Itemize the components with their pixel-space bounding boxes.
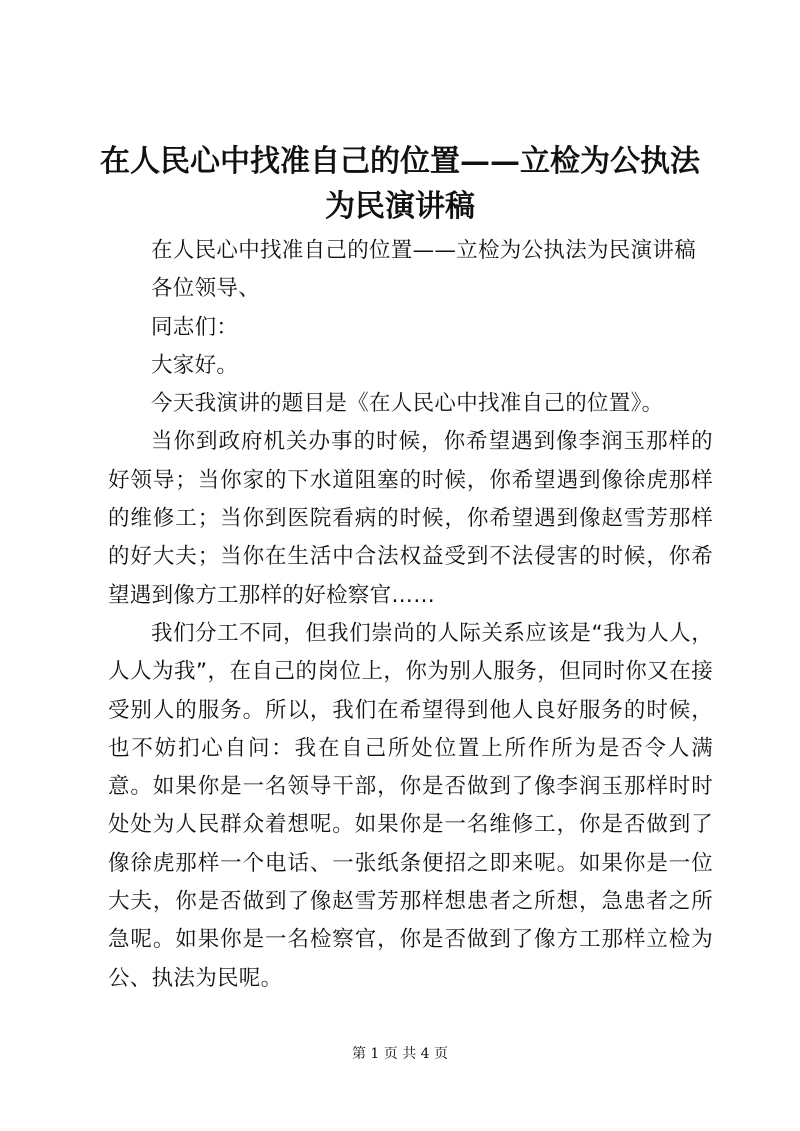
document-title-line-2: 为民演讲稿	[325, 189, 475, 224]
document-body	[108, 232, 713, 998]
page-footer: 第 1 页 共 4 页	[351, 1046, 449, 1062]
paragraph-body-1: 当你到政府机关办事的时候，你希望遇到像李润玉那样的好领导；当你家的下水道阻塞的时候，你希望遇到像徐虎那样的维修工；当你到医院看病的时候，你希望遇到像赵雪芳那样的好大夫；当你在生活中合法权益受到不法侵害的时候，你希望遇到像方工那样的好检察官……	[108, 429, 713, 608]
paragraph-topic: 今天我演讲的题目是《在人民心中找准自己的位置》。	[151, 391, 664, 417]
paragraph-salutation-1: 各位领导、	[151, 276, 261, 302]
paragraph-greeting: 大家好。	[151, 352, 239, 378]
paragraph-subtitle: 在人民心中找准自己的位置——立检为公执法为民演讲稿	[151, 238, 697, 263]
paragraph-salutation-2: 同志们：	[151, 314, 239, 340]
document-title-line-1: 在人民心中找准自己的位置——立检为公执法	[100, 144, 700, 179]
paragraph-body-2: 我们分工不同，但我们崇尚的人际关系应该是“我为人人，人人为我”，在自己的岗位上，你为别人服务，但同时你又在接受别人的服务。所以，我们在希望得到他人良好服务的时候，也不妨扪心自问：我在自己所处位置上所作所为是否令人满意。如果你是一名领导干部，你是否做到了像李润玉那样时时处处为人民群众着想呢。如果你是一名维修工，你是否做到了像徐虎那样一个电话、一张纸条便招之即来呢。如果你是一位大夫，你是否做到了像赵雪芳那样想患者之所想，急患者之所急呢。如果你是一名检察官，你是否做到了像方工那样立检为公、执法为民呢。	[108, 620, 713, 991]
